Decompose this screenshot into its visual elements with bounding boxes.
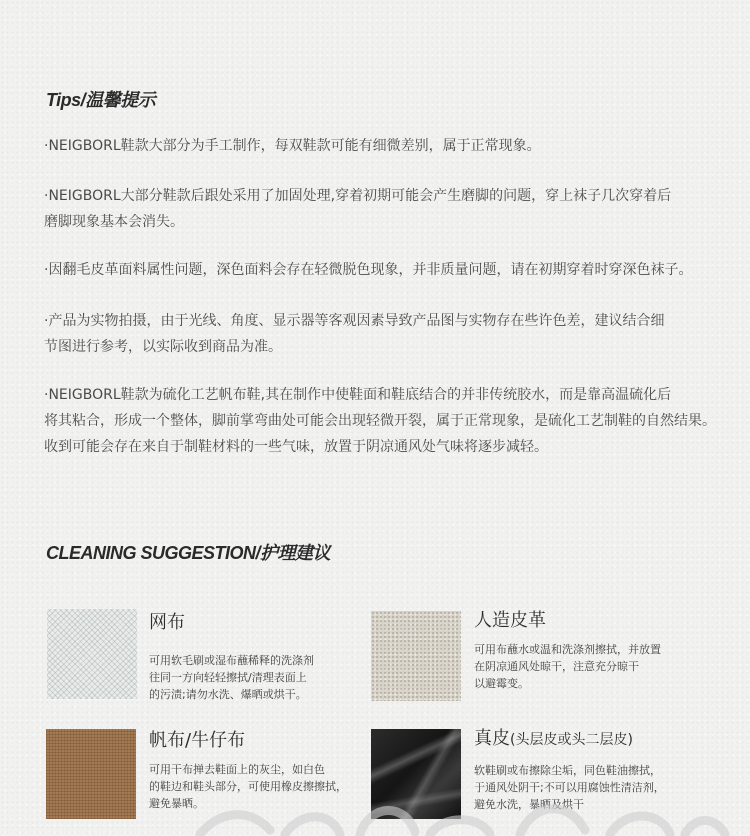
description-line: 可用软毛刷或湿布蘸稀释的洗涤剂 <box>149 654 314 667</box>
tip-line: 磨脚现象基本会消失。 <box>44 214 184 230</box>
synthetic-leather-swatch <box>371 611 461 701</box>
tip-item-4 <box>44 308 744 360</box>
tip-item-2 <box>44 183 744 235</box>
genuine-leather-title-sub: (头层皮或头二层皮) <box>510 732 633 748</box>
tip-line: ·NEIGBORL鞋款大部分为手工制作，每双鞋款可能有细微差别，属于正常现象。 <box>44 138 541 154</box>
description-line: 软鞋刷或布擦除尘垢，同色鞋油擦拭， <box>474 764 661 777</box>
tip-line: ·NEIGBORL鞋款为硫化工艺帆布鞋,其在制作中使鞋面和鞋底结合的并非传统胶水，而是靠高温硫化后 <box>44 387 672 403</box>
synthetic-leather-description <box>474 641 661 692</box>
canvas-title: 帆布/牛仔布 <box>149 730 246 751</box>
tip-line: 节图进行参考，以实际收到商品为准。 <box>44 339 282 355</box>
genuine-leather-title-main: 真皮 <box>474 728 510 749</box>
tip-item-5 <box>44 382 744 460</box>
description-line: 避免暴晒。 <box>149 797 204 810</box>
tip-line: ·NEIGBORL大部分鞋款后跟处采用了加固处理,穿着初期可能会产生磨脚的问题，穿上袜子几次穿着后 <box>44 188 672 204</box>
synthetic-leather-title: 人造皮革 <box>474 610 546 631</box>
cleaning-heading: CLEANING SUGGESTION/护理建议 <box>46 543 331 563</box>
mesh-fabric-swatch <box>47 609 137 699</box>
mesh-title: 网布 <box>149 612 185 633</box>
tip-line: ·因翻毛皮革面料属性问题，深色面料会存在轻微脱色现象，并非质量问题，请在初期穿着时穿深色袜子。 <box>44 262 693 278</box>
canvas-fabric-swatch <box>46 729 136 819</box>
tip-item-3 <box>44 257 744 283</box>
canvas-description <box>149 761 347 812</box>
mesh-description <box>149 652 314 703</box>
genuine-leather-description <box>474 762 665 813</box>
tip-line: 收到可能会存在来自于制鞋材料的一些气味，放置于阴凉通风处气味将逐步减轻。 <box>44 439 548 455</box>
tips-heading: Tips/温馨提示 <box>46 90 156 110</box>
tip-item-1 <box>44 133 744 159</box>
description-line: 于通风处阴干;不可以用腐蚀性清洁剂， <box>474 781 665 794</box>
description-line: 的污渍;请勿水洗、爆晒或烘干。 <box>149 688 307 701</box>
tip-line: 将其粘合，形成一个整体，脚前掌弯曲处可能会出现轻微开裂，属于正常现象，是硫化工艺制鞋的自然结果。 <box>44 413 716 429</box>
description-line: 以避霉变。 <box>474 677 529 690</box>
genuine-leather-swatch <box>371 729 461 819</box>
description-line: 往同一方向轻轻擦拭/清理表面上 <box>149 671 307 684</box>
description-line: 可用干布掸去鞋面上的灰尘，如白色 <box>149 763 325 776</box>
description-line: 在阴凉通风处晾干，注意充分晾干 <box>474 660 639 673</box>
genuine-leather-title <box>474 724 633 750</box>
description-line: 的鞋边和鞋头部分，可使用橡皮擦擦拭， <box>149 780 347 793</box>
description-line: 可用布蘸水或温和洗涤剂擦拭，并放置 <box>474 643 661 656</box>
description-line: 避免水洗，暴晒及烘干 <box>474 798 584 811</box>
tip-line: ·产品为实物拍摄，由于光线、角度、显示器等客观因素导致产品图与实物存在些许色差，建议结合细 <box>44 313 665 329</box>
